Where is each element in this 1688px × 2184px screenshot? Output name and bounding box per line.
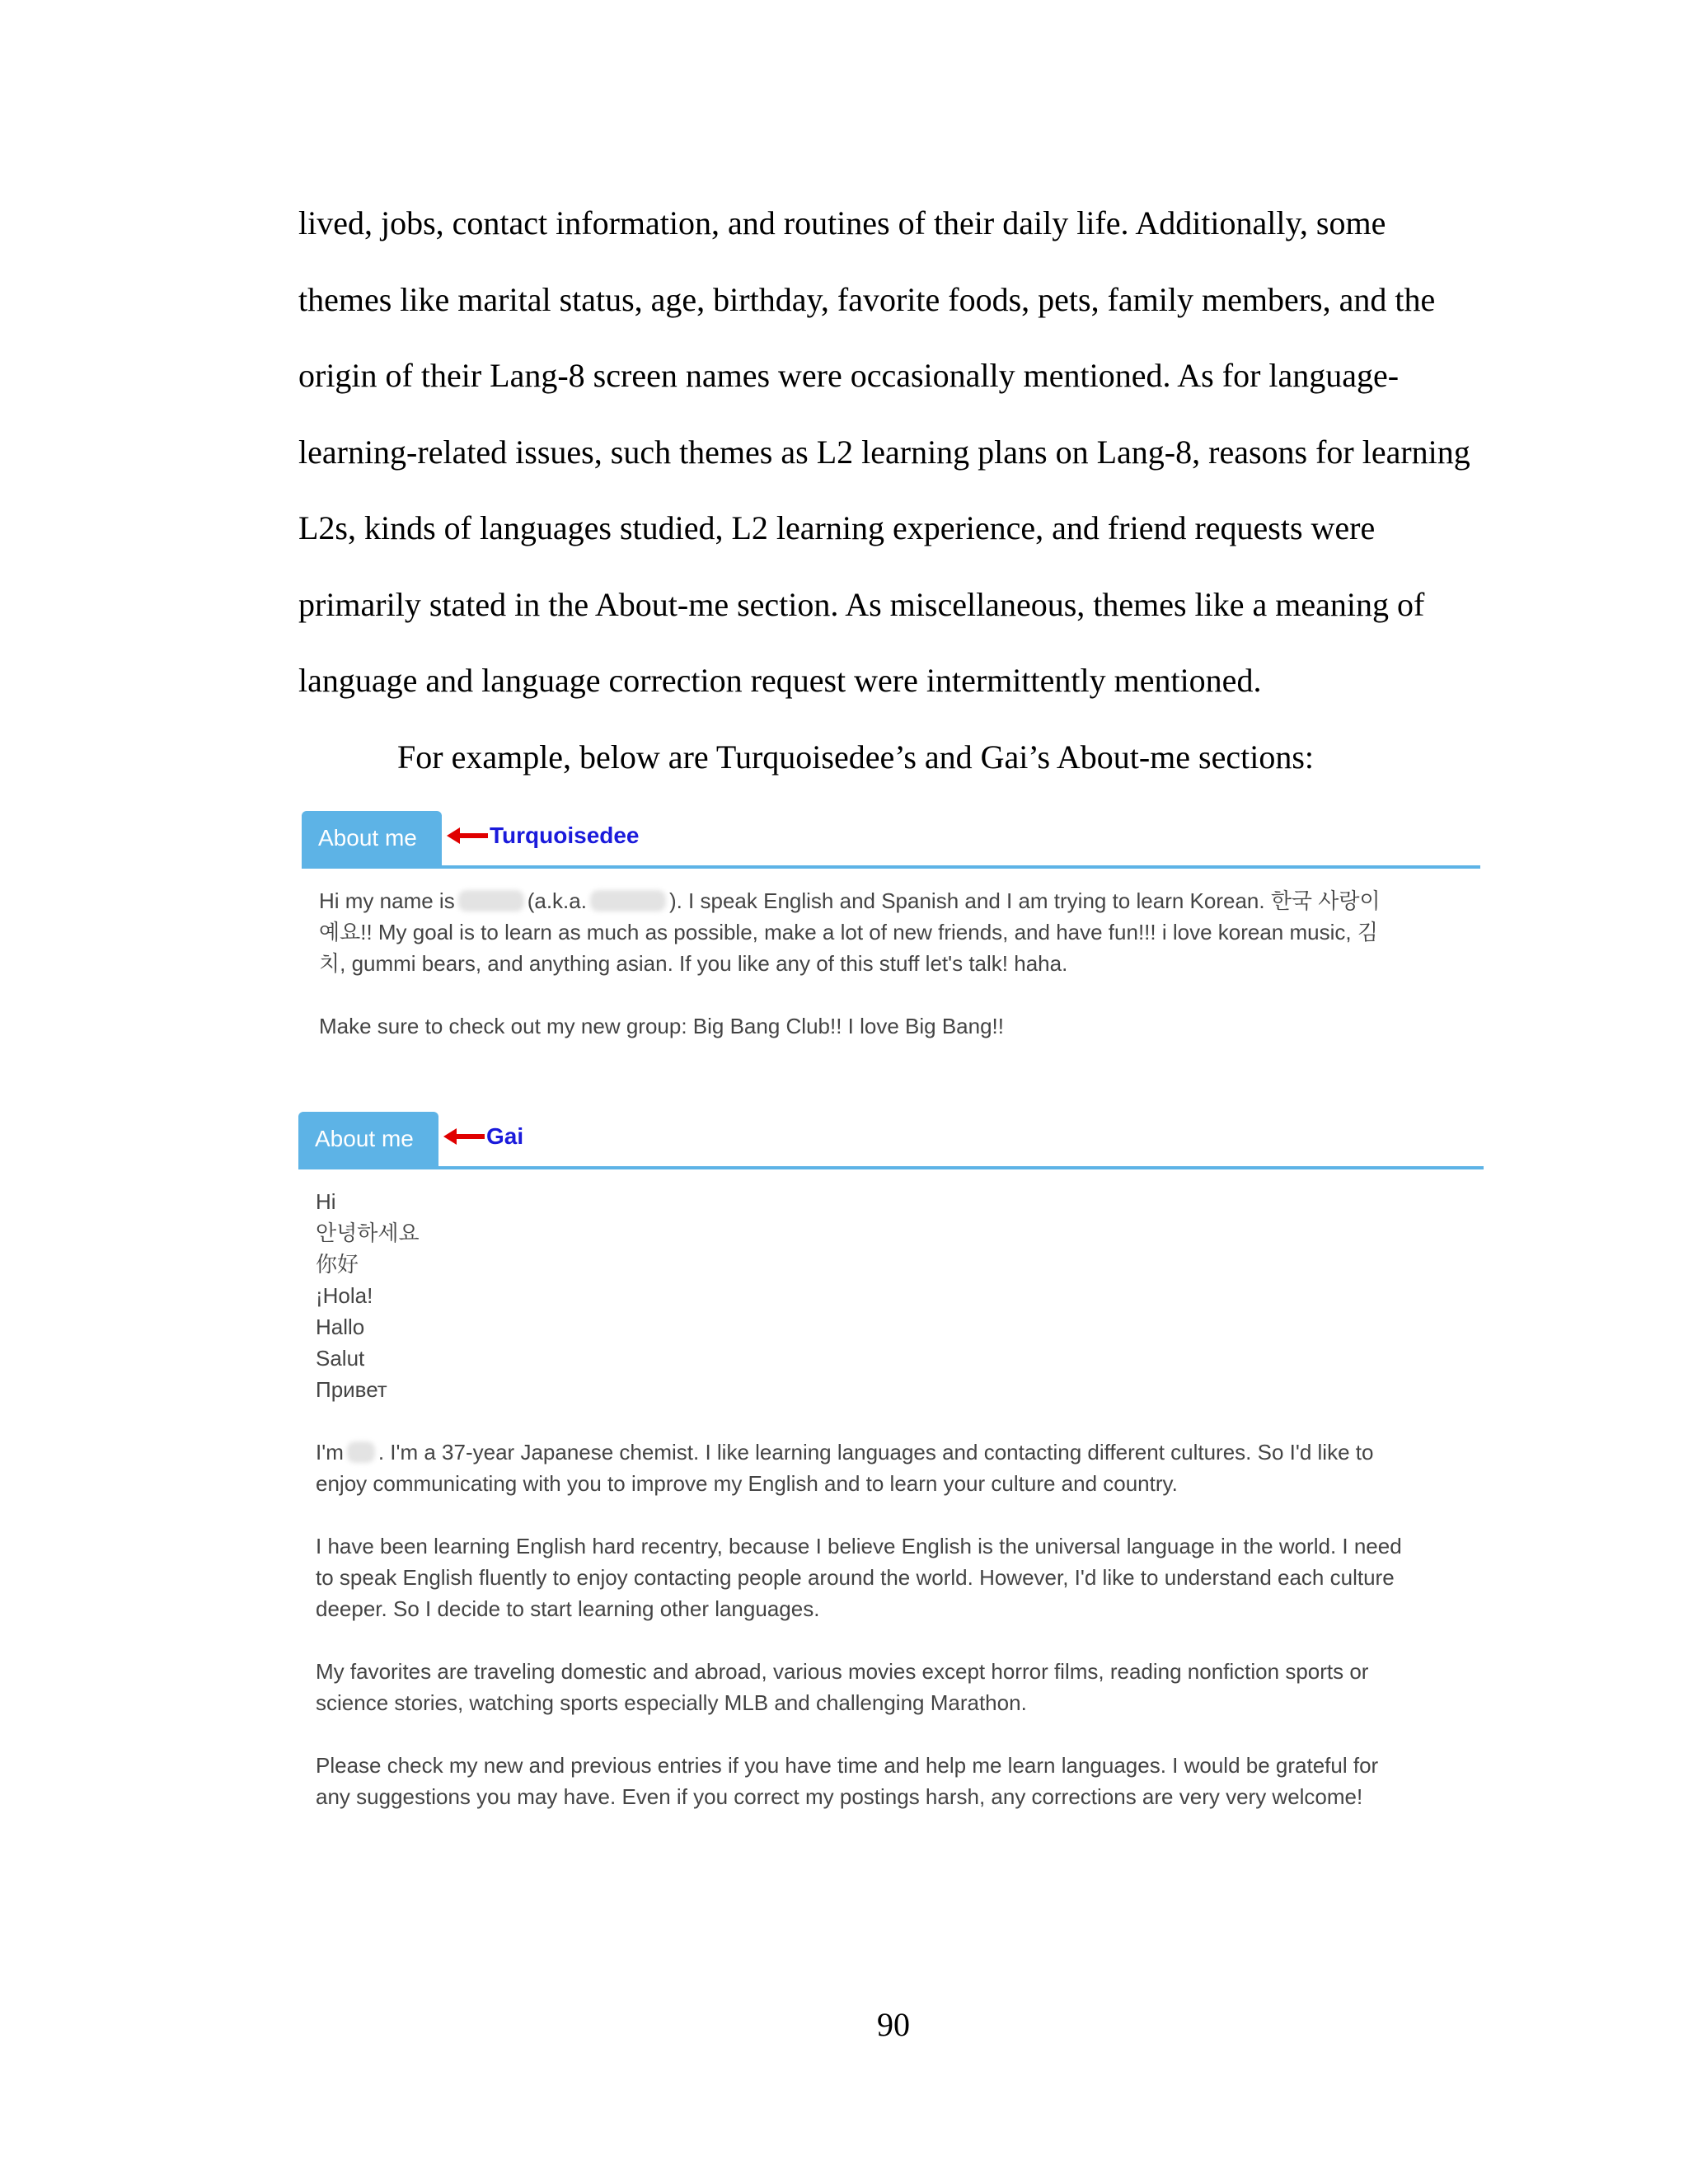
- greetings-list: [316, 1186, 1484, 1405]
- intro-paragraph: [319, 885, 1480, 979]
- text-line: 치, gummi bears, and anything asian. If you like any of this stuff let's talk! haha.: [319, 951, 1068, 976]
- text-span: . I'm a 37-year Japanese chemist. I like learning languages and contacting different cultures. So I'd like to: [377, 1440, 1374, 1465]
- greeting: Salut: [316, 1346, 365, 1371]
- about-me-card-turquoisedee: [302, 809, 1480, 1042]
- text-span: I'm: [316, 1440, 344, 1465]
- text-span: (a.k.a.: [527, 888, 587, 913]
- greeting: 你好: [316, 1252, 359, 1277]
- text-line: science stories, watching sports especially MLB and challenging Marathon.: [316, 1690, 1027, 1715]
- greeting: 안녕하세요: [316, 1221, 420, 1245]
- user-name-label: Turquoisedee: [490, 823, 640, 848]
- greeting: Привет: [316, 1377, 387, 1402]
- body-line: origin of their Lang-8 screen names were occasionally mentioned. As for language-: [298, 357, 1400, 394]
- text-span: ). I speak English and Spanish and I am trying to learn Korean. 한국 사랑이: [668, 888, 1381, 913]
- greeting: Hallo: [316, 1315, 365, 1339]
- user-name-label: Gai: [486, 1123, 524, 1149]
- body-line: language and language correction request were intermittently mentioned.: [298, 662, 1262, 699]
- about-me-tab: About me: [298, 1112, 438, 1166]
- body-line: themes like marital status, age, birthday, favorite foods, pets, family members, and the: [298, 280, 1436, 318]
- body-line: lived, jobs, contact information, and routines of their daily life. Additionally, some: [298, 204, 1386, 241]
- page-number: 90: [877, 2006, 910, 2043]
- card-body: [302, 869, 1480, 1042]
- card-header: [302, 809, 1480, 869]
- text-span: Hi my name is: [319, 888, 455, 913]
- redacted-name: [347, 1441, 375, 1463]
- text-line: I have been learning English hard recentry, because I believe English is the universal language in the world. I need: [316, 1534, 1402, 1558]
- learning-paragraph: [316, 1530, 1484, 1624]
- body-paragraph: [298, 185, 1485, 795]
- favorites-paragraph: [316, 1656, 1484, 1718]
- about-me-tab: About me: [302, 811, 442, 865]
- text-line: to speak English fluently to enjoy contacting people around the world. However, I'd like to understand each culture: [316, 1565, 1395, 1590]
- text-line: enjoy communicating with you to improve my English and to learn your culture and country.: [316, 1471, 1178, 1496]
- text-line: [319, 885, 1480, 916]
- text-line: any suggestions you may have. Even if you correct my postings harsh, any corrections are very very welcome!: [316, 1784, 1363, 1809]
- name-annotation: [447, 819, 640, 852]
- request-paragraph: [316, 1750, 1484, 1812]
- text-line: [316, 1436, 1484, 1468]
- greeting: Hi: [316, 1189, 336, 1214]
- greeting: ¡Hola!: [316, 1283, 373, 1308]
- redacted-name: [590, 890, 666, 912]
- text-line: 예요!! My goal is to learn as much as possible, make a lot of new friends, and have fun!!! i love korean music, 김: [319, 920, 1378, 944]
- redacted-name: [458, 890, 524, 912]
- example-intro: For example, below are Turquoisedee’s and Gai’s About-me sections:: [397, 738, 1315, 776]
- body-line: primarily stated in the About-me section. As miscellaneous, themes like a meaning of: [298, 585, 1425, 623]
- text-line: My favorites are traveling domestic and abroad, various movies except horror films, reading nonfiction sports or: [316, 1659, 1369, 1684]
- red-arrow-icon: [447, 826, 488, 846]
- body-line: L2s, kinds of languages studied, L2 learning experience, and friend requests were: [298, 509, 1376, 546]
- card-header: [298, 1110, 1484, 1169]
- text-line: deeper. So I decide to start learning other languages.: [316, 1596, 820, 1621]
- red-arrow-icon: [443, 1127, 485, 1146]
- body-line: learning-related issues, such themes as L2 learning plans on Lang-8, reasons for learning: [298, 433, 1470, 471]
- about-me-card-gai: [298, 1110, 1484, 1812]
- card-body: [298, 1169, 1484, 1812]
- text-line: Please check my new and previous entries if you have time and help me learn languages. I would be grateful for: [316, 1753, 1379, 1778]
- name-annotation: [443, 1120, 523, 1153]
- self-intro-paragraph: [316, 1436, 1484, 1499]
- group-paragraph: Make sure to check out my new group: Big Bang Club!! I love Big Bang!!: [319, 1014, 1004, 1038]
